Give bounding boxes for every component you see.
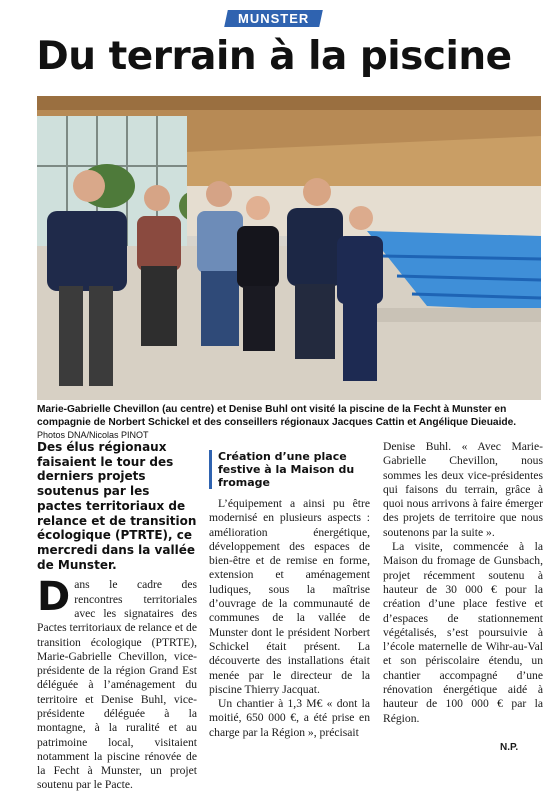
caption-text: Marie-Gabrielle Chevillon (au centre) et Denise Buhl ont visité la piscine de la Fecht à Munster en compagnie de Norbert Schickel et des conseillers régionaux Jacques Cattin et Angélique Dieuaide. — [37, 404, 517, 428]
paragraph-3: Un chantier à 1,3 M€ « dont la moitié, 650 000 €, a été prise en charge par la Région », précisait — [209, 697, 370, 739]
pool-photo-illustration — [37, 96, 541, 400]
subheading: Création d’une place festive à la Maison du fromage — [209, 450, 370, 489]
rubric-text: MUNSTER — [238, 11, 310, 26]
rubric-banner — [0, 10, 548, 28]
paragraph-3-continued: Denise Buhl. « Avec Marie-Gabrielle Chevillon, nous sommes les deux vice-présidentes qui faisons du terrain, grâce à quoi nous arrivons à faire émerger des projets de territoire que nous soutenons par la suite ». — [383, 440, 543, 539]
column-1 — [37, 440, 197, 793]
photo-credit: Photos DNA/Nicolas PINOT — [37, 430, 149, 440]
drop-cap: D — [37, 574, 71, 621]
column-2 — [209, 440, 370, 740]
pool-edge — [367, 308, 541, 322]
paragraph-4: La visite, commencée à la Maison du fromage de Gunsbach, projet récemment soutenu à hauteur de 30 000 € pour la création d’une place festive et d’espaces de stationnement végétalisés, s’est poursuivie à l’école maternelle de Wihr-au-Val et son périscolaire étendu, un chantier accompagné d’une rénovation énergétique aidé à hauteur de 100 000 € par la Région. — [383, 540, 543, 725]
article-photo — [37, 96, 541, 400]
paragraph-2: L’équipement a ainsi pu être modernisé en plusieurs aspects : amélioration énergétique, développement des espaces de bien-être et de remise en forme, extension et aménagement ludiques, sous la maîtrise d’ouvrage de la communauté de communes de la vallée de Munster dont le président Norbert Schickel était présent. La découverte des installations était menée par le directeur de la piscine Thierry Jacquat. — [209, 497, 370, 696]
author-signature: N.P. — [500, 742, 519, 753]
paragraph-1-text: ans le cadre des rencontres territoriales avec les signataires des Pactes territoriaux de relance et de transition écologique (PTRTE), Marie-Gabrielle Chevillon, vice-présidente de la région Grand Est déléguée à l’aménagement du territoire et Denise Buhl, vice-présidente déléguée à la montagne, à la ruralité et au patrimoine local, visitaient notamment la piscine rénovée de la Fecht à Munster, un projet soutenu par le Pacte. — [37, 578, 197, 792]
column-3 — [383, 440, 543, 726]
article-lead: Des élus régionaux faisaient le tour des derniers projets soutenus par les pactes territoriaux de relance et de transition écologique (PTRTE), ce mercredi dans la vallée de Munster. — [37, 440, 197, 572]
headline: Du terrain à la piscine — [36, 34, 512, 79]
rubric-label — [225, 10, 324, 27]
photo-caption — [37, 403, 541, 442]
paragraph-1 — [37, 574, 197, 792]
ceiling-beam — [37, 96, 541, 110]
